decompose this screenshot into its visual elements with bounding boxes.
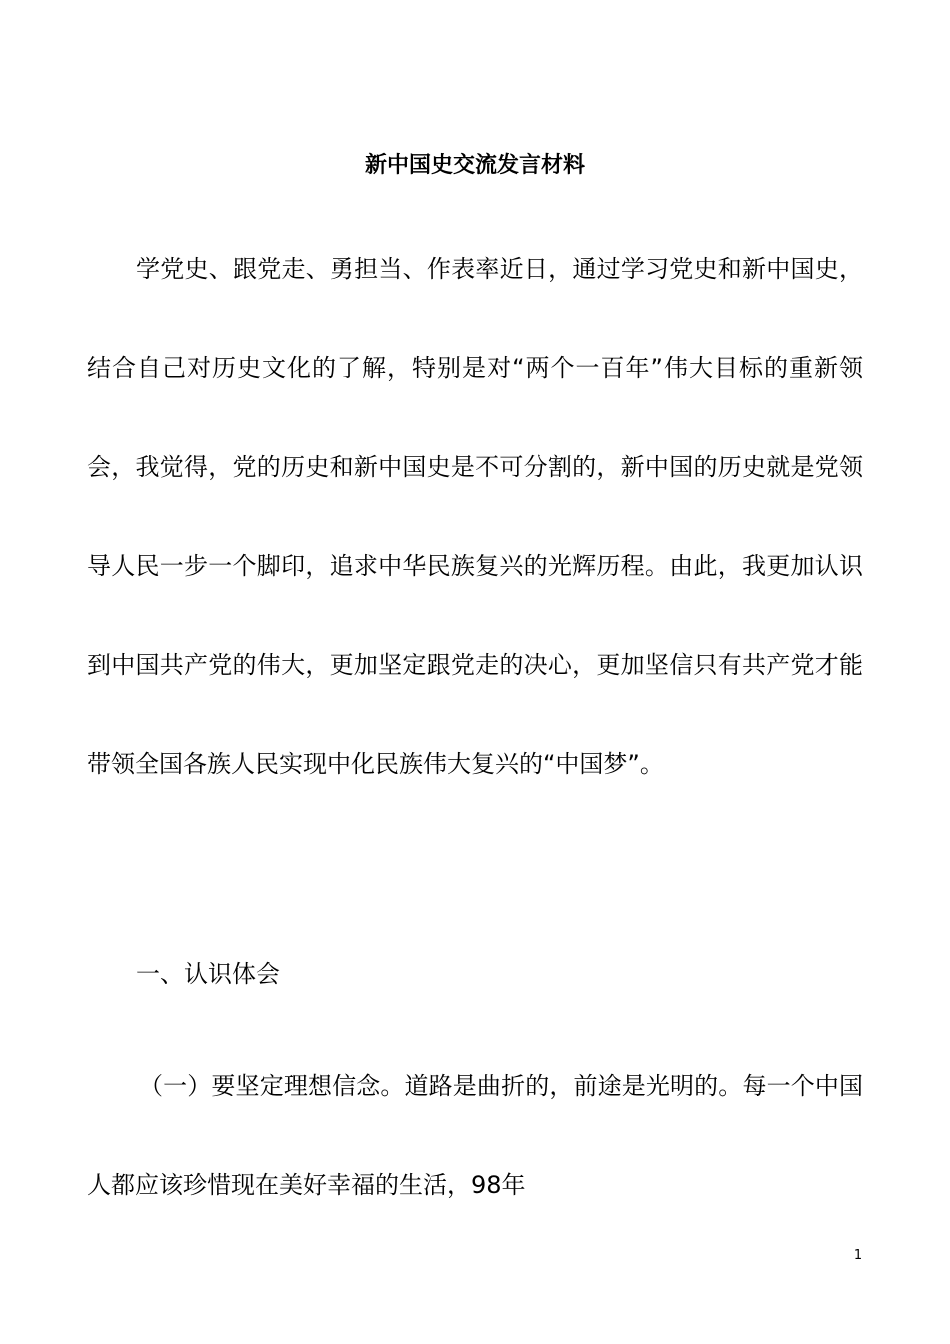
intro-paragraph: 学党史、跟党走、勇担当、作表率近日，通过学习党史和新中国史，结合自己对历史文化的了解，特别是对“两个一百年”伟大目标的重新领会，我觉得，党的历史和新中国史是不可分割的，新中国的历史就是党领导人民一步一个脚印，追求中华民族复兴的光辉历程。由此，我更加认识到中国共产党的伟大，更加坚定跟党走的决心，更加坚信只有共产党才能带领全国各族人民实现中化民族伟大复兴的“中国梦”。: [87, 255, 863, 778]
document-title: 新中国史交流发言材料: [364, 153, 585, 178]
page-number: 1: [853, 1248, 863, 1263]
section-heading: 一、认识体会: [136, 960, 280, 988]
subsection-paragraph: （一）要坚定理想信念。道路是曲折的，前途是光明的。每一个中国人都应该珍惜现在美好幸福的生活，98年: [87, 1072, 863, 1199]
